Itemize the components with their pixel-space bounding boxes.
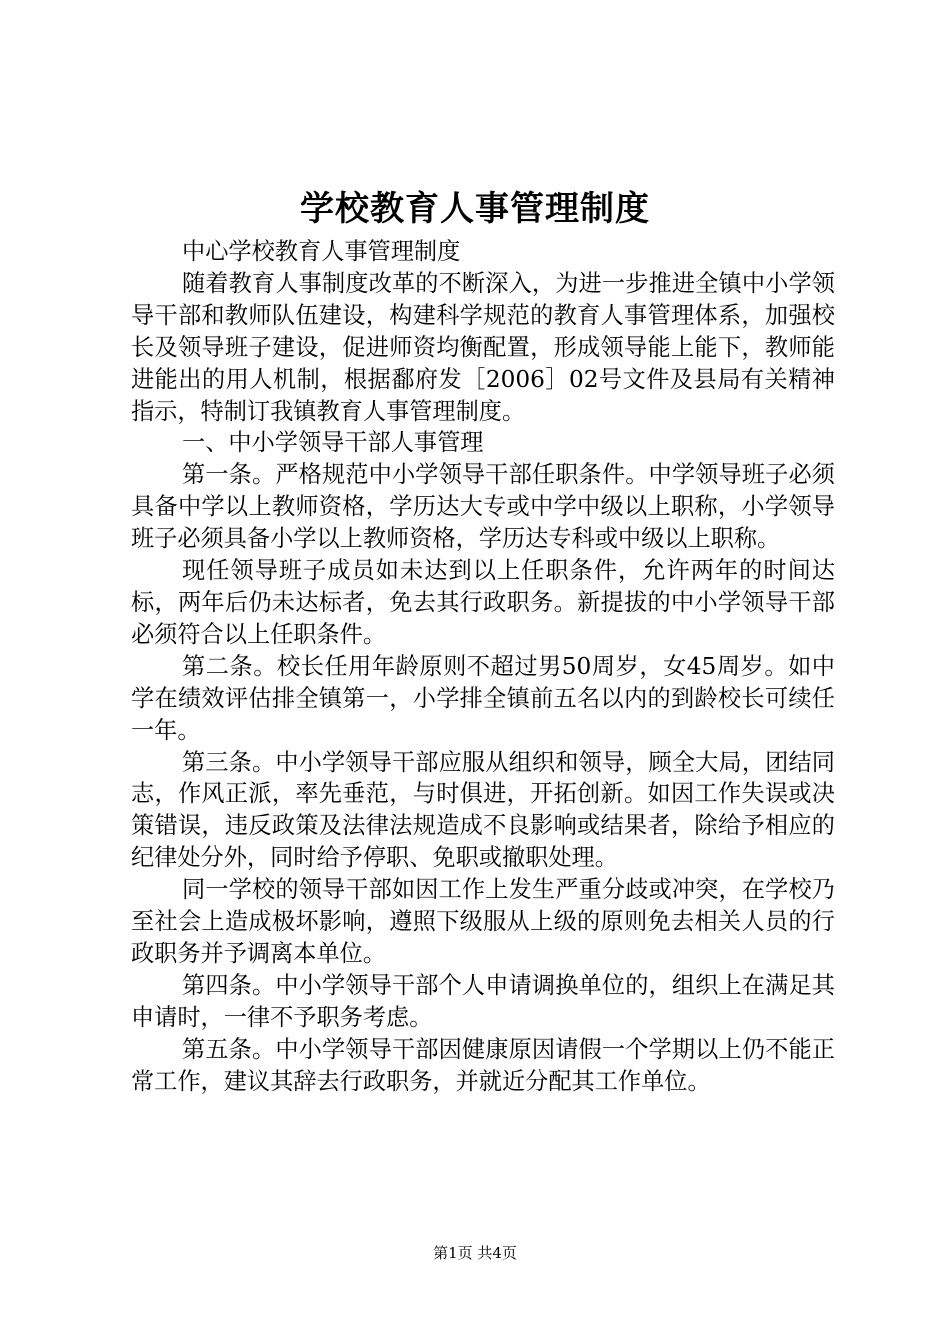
article-1-paragraph: 第一条。严格规范中小学领导干部任职条件。中学领导班子必须具备中学以上教师资格，学历达大专或中学中级以上职称，小学领导班子必须具备小学以上教师资格，学历达专科或中级以上职称。 [131, 461, 835, 553]
article-3-note-paragraph: 同一学校的领导干部如因工作上发生严重分歧或冲突，在学校乃至社会上造成极坏影响，遵照下级服从上级的原则免去相关人员的行政职务并予调离本单位。 [131, 876, 835, 967]
intro-paragraph: 随着教育人事制度改革的不断深入，为进一步推进全镇中小学领导干部和教师队伍建设，构建科学规范的教育人事管理体系，加强校长及领导班子建设，促进师资均衡配置，形成领导能上能下，教师能进能出的用人机制，根据鄱府发［2006］02号文件及县局有关精神指示，特制订我镇教育人事管理制度。 [131, 269, 835, 425]
article-3-paragraph: 第三条。中小学领导干部应服从组织和领导，顾全大局，团结同志，作风正派，率先垂范，与时俱进，开拓创新。如因工作失误或决策错误，违反政策及法律法规造成不良影响或结果者，除给予相应的纪律处分外，同时给予停职、免职或撤职处理。 [131, 748, 835, 872]
article-2-paragraph: 第二条。校长任用年龄原则不超过男50周岁，女45周岁。如中学在绩效评估排全镇第一，小学排全镇前五名以内的到龄校长可续任一年。 [131, 652, 835, 744]
subtitle-paragraph: 中心学校教育人事管理制度 [182, 238, 461, 265]
document-title: 学校教育人事管理制度 [300, 189, 650, 229]
section-heading: 一、中小学领导干部人事管理 [182, 429, 484, 457]
page-footer: 第1页 共4页 [433, 1244, 517, 1262]
document-body [131, 236, 835, 1097]
article-1-note-paragraph: 现任领导班子成员如未达到以上任职条件，允许两年的时间达标，两年后仍未达标者，免去其行政职务。新提拔的中小学领导干部必须符合以上任职条件。 [131, 557, 835, 648]
article-4-paragraph: 第四条。中小学领导干部个人申请调换单位的，组织上在满足其申请时，一律不予职务考虑。 [131, 971, 835, 1031]
article-5-paragraph: 第五条。中小学领导干部因健康原因请假一个学期以上仍不能正常工作，建议其辞去行政职务，并就近分配其工作单位。 [131, 1035, 835, 1095]
